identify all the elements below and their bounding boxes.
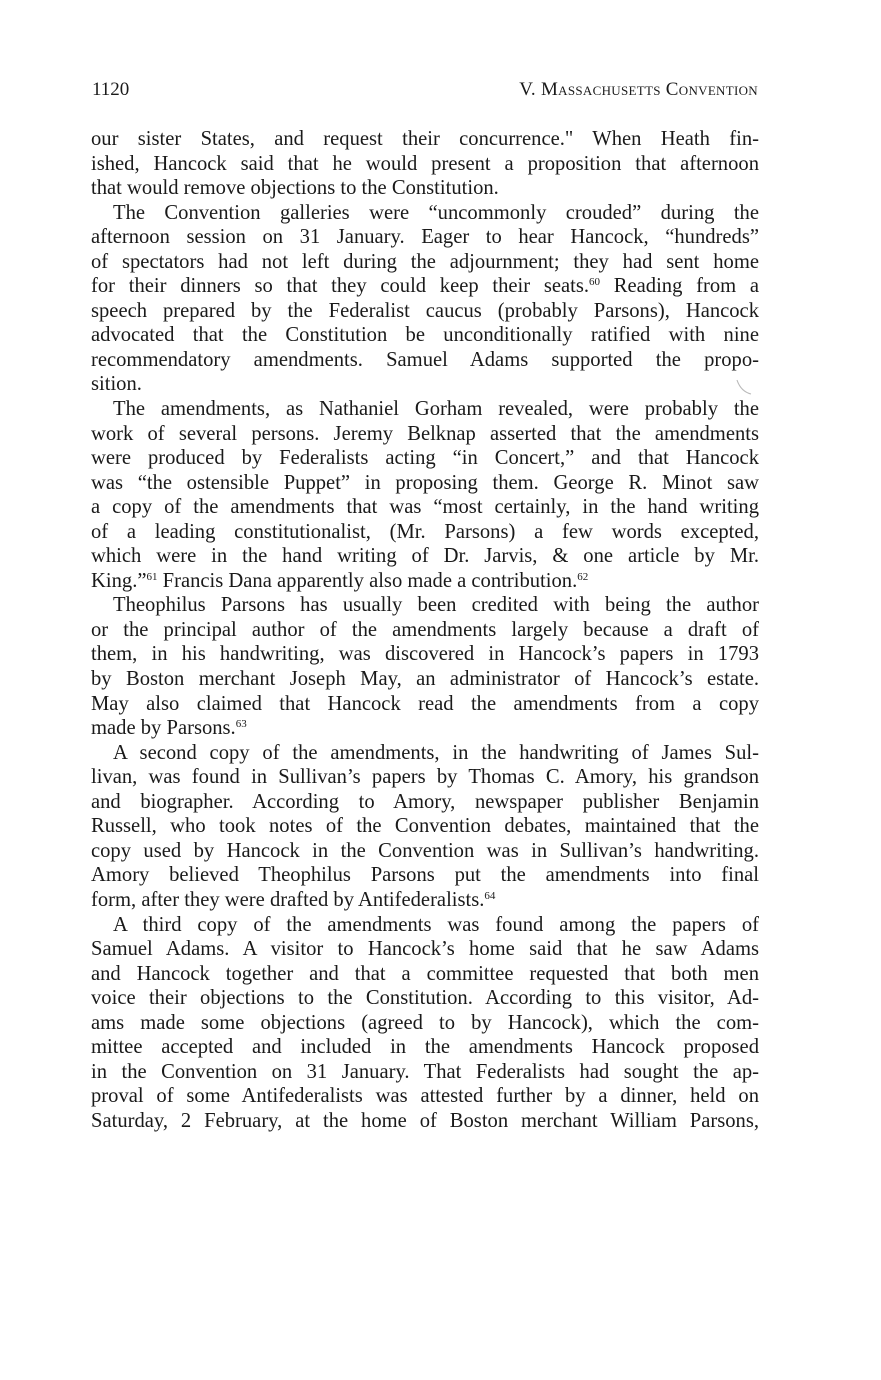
text-run: in the Convention on 31 January. That Federalists had sought the ap-	[91, 1060, 759, 1083]
text-line	[91, 986, 759, 1011]
text-line	[91, 323, 759, 348]
text-run: were produced by Federalists acting “in Concert,” and that Hancock	[91, 447, 759, 470]
text-run: was “the ostensible Puppet” in proposing them. George R. Minot saw	[91, 471, 759, 494]
text-line	[91, 667, 759, 692]
text-run: by Boston merchant Joseph May, an administrator of Hancock’s estate.	[91, 668, 759, 691]
text-run: sition.	[91, 373, 142, 396]
text-line	[91, 1011, 759, 1036]
text-run: them, in his handwriting, was discovered in Hancock’s papers in 1793	[91, 643, 759, 666]
text-line	[91, 201, 759, 226]
paragraph	[91, 913, 759, 1134]
text-line	[91, 937, 759, 962]
text-line	[91, 176, 759, 201]
text-line	[91, 863, 759, 888]
text-line	[91, 692, 759, 717]
text-run: Amory believed Theophilus Parsons put the amendments into final	[91, 864, 759, 887]
text-run: a copy of the amendments that was “most certainly, in the hand writing	[91, 496, 759, 519]
body-text	[91, 127, 759, 1133]
text-line	[91, 250, 759, 275]
text-line	[91, 741, 759, 766]
text-run: A second copy of the amendments, in the handwriting of James Sul-	[113, 741, 759, 764]
text-line	[91, 225, 759, 250]
text-line	[91, 274, 759, 299]
text-line	[91, 1060, 759, 1085]
text-run: mittee accepted and included in the amendments Hancock proposed	[91, 1036, 759, 1059]
footnote-ref: 64	[484, 889, 496, 902]
text-run: The amendments, as Nathaniel Gorham revealed, were probably the	[113, 398, 759, 421]
text-run: Theophilus Parsons has usually been credited with being the author	[113, 594, 759, 617]
text-run: that would remove objections to the Constitution.	[91, 177, 499, 200]
text-line	[91, 495, 759, 520]
text-run: ished, Hancock said that he would present a proposition that afternoon	[91, 152, 759, 175]
text-run: A third copy of the amendments was found among the papers of	[113, 913, 759, 936]
text-line	[91, 814, 759, 839]
text-line	[91, 446, 759, 471]
text-run: Francis Dana apparently also made a contribution.	[157, 569, 578, 592]
text-run: speech prepared by the Federalist caucus (probably Parsons), Hancock	[91, 299, 759, 322]
text-run: and Hancock together and that a committee requested that both men	[91, 962, 759, 985]
text-line	[91, 471, 759, 496]
text-run: Samuel Adams. A visitor to Hancock’s home said that he saw Adams	[91, 938, 759, 961]
section-title: V. Massachusetts Convention	[519, 79, 758, 100]
text-run: Russell, who took notes of the Convention debates, maintained that the	[91, 815, 759, 838]
text-line	[91, 962, 759, 987]
text-line	[91, 544, 759, 569]
pencil-mark-icon	[735, 378, 753, 398]
text-run: proval of some Antifederalists was attested further by a dinner, held on	[91, 1085, 759, 1108]
page-number: 1120	[92, 79, 130, 100]
footnote-ref: 62	[577, 570, 589, 583]
footnote-ref: 61	[146, 570, 158, 583]
text-run: King.”	[91, 569, 147, 592]
text-line	[91, 839, 759, 864]
footnote-ref: 60	[589, 276, 601, 289]
text-run: which were in the hand writing of Dr. Jarvis, & one article by Mr.	[91, 545, 759, 568]
paragraph	[91, 127, 759, 201]
text-run: Reading from a	[600, 275, 760, 298]
text-line	[91, 152, 759, 177]
paragraph	[91, 201, 759, 397]
text-run: of spectators had not left during the adjournment; they had sent home	[91, 250, 759, 273]
text-run: made by Parsons.	[91, 717, 236, 740]
paragraph	[91, 593, 759, 740]
text-line	[91, 520, 759, 545]
text-run: afternoon session on 31 January. Eager to hear Hancock, “hundreds”	[91, 226, 759, 249]
text-line	[91, 790, 759, 815]
text-line	[91, 716, 759, 741]
text-run: of a leading constitutionalist, (Mr. Parsons) a few words excepted,	[91, 520, 759, 543]
text-line	[91, 397, 759, 422]
running-head	[92, 76, 758, 104]
text-run: or the principal author of the amendments largely because a draft of	[91, 618, 759, 641]
text-run: Saturday, 2 February, at the home of Boston merchant William Parsons,	[91, 1109, 759, 1132]
text-line	[91, 593, 759, 618]
text-run: ams made some objections (agreed to by Hancock), which the com-	[91, 1011, 759, 1034]
text-line	[91, 765, 759, 790]
text-line	[91, 372, 759, 397]
text-line	[91, 299, 759, 324]
text-line	[91, 1035, 759, 1060]
text-line	[91, 913, 759, 938]
text-run: May also claimed that Hancock read the amendments from a copy	[91, 692, 759, 715]
paragraph	[91, 397, 759, 593]
text-line	[91, 642, 759, 667]
text-line	[91, 348, 759, 373]
text-run: work of several persons. Jeremy Belknap asserted that the amendments	[91, 422, 759, 445]
text-line	[91, 1084, 759, 1109]
paragraph	[91, 741, 759, 913]
text-run: recommendatory amendments. Samuel Adams supported the propo-	[91, 348, 759, 371]
text-run: advocated that the Constitution be unconditionally ratified with nine	[91, 324, 759, 347]
text-run: our sister States, and request their concurrence." When Heath fin-	[91, 128, 759, 150]
text-run: voice their objections to the Constitution. According to this visitor, Ad-	[91, 987, 759, 1010]
text-line	[91, 618, 759, 643]
text-run: livan, was found in Sullivan’s papers by Thomas C. Amory, his grandson	[91, 766, 759, 789]
text-run: and biographer. According to Amory, newspaper publisher Benjamin	[91, 790, 759, 813]
text-line	[91, 127, 759, 152]
text-run: form, after they were drafted by Antifederalists.	[91, 888, 485, 911]
text-run: The Convention galleries were “uncommonly crouded” during the	[113, 201, 759, 224]
text-line	[91, 1109, 759, 1134]
footnote-ref: 63	[235, 718, 247, 731]
text-run: copy used by Hancock in the Convention was in Sullivan’s handwriting.	[91, 839, 759, 862]
text-line	[91, 422, 759, 447]
text-line	[91, 888, 759, 913]
text-line	[91, 569, 759, 594]
text-run: for their dinners so that they could keep their seats.	[91, 275, 590, 298]
